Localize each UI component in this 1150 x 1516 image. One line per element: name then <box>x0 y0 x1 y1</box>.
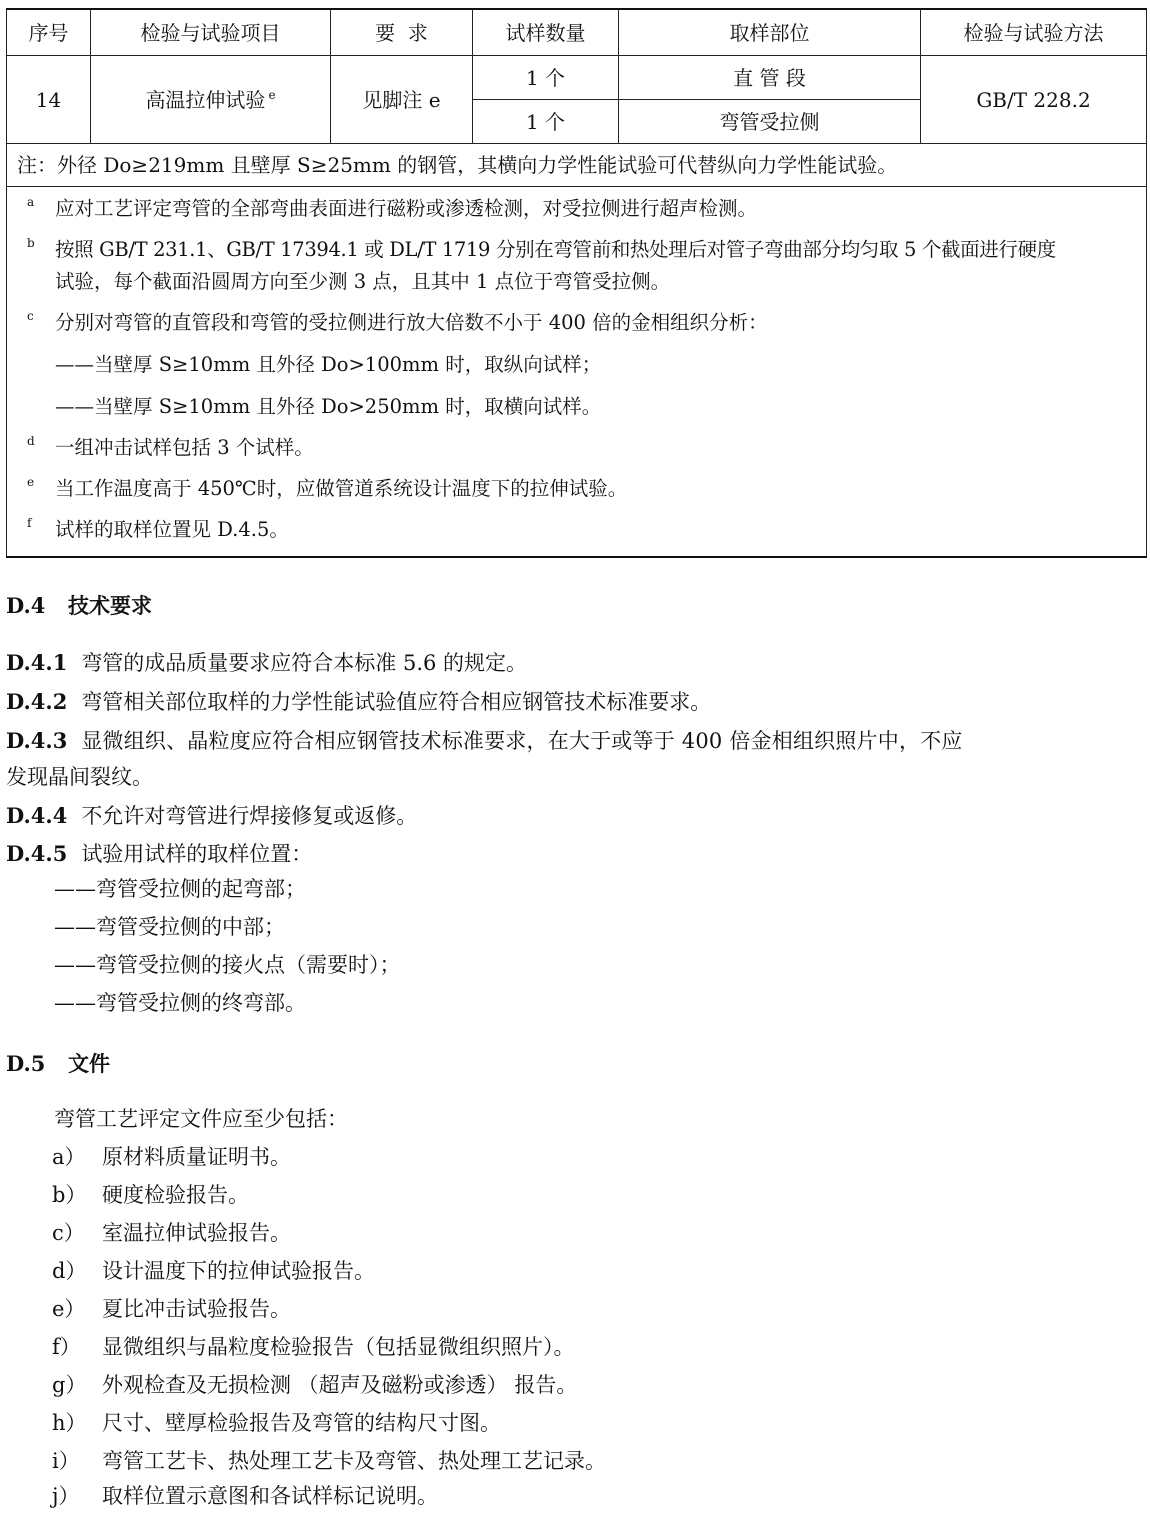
footnote-mark: a <box>27 195 35 209</box>
clause-d4-2 <box>6 684 1144 720</box>
footnote-mark: e <box>27 475 35 489</box>
list-text: 硬度检验报告。 <box>102 1183 249 1207</box>
footnote-text: 一组冲击试样包括 3 个试样。 <box>55 436 314 459</box>
header-cell: 序号 <box>7 9 91 56</box>
list-text: 夏比冲击试验报告。 <box>102 1297 291 1321</box>
row-qty-cell: 1 个 <box>473 100 619 144</box>
list-label: g） <box>52 1373 87 1397</box>
list-text: 外观检查及无损检测 （超声及磁粉或渗透） 报告。 <box>102 1373 578 1397</box>
clause-d4-3-continued <box>6 759 1144 795</box>
clause-text: 发现晶间裂纹。 <box>6 765 153 789</box>
footnote-a <box>27 193 1136 225</box>
table-footnotes <box>7 187 1147 558</box>
clause-d4-3 <box>6 723 1144 759</box>
list-label: c） <box>52 1221 85 1245</box>
clause-d4-4 <box>6 798 1144 834</box>
footnote-text: ——当壁厚 S≥10mm 且外径 Do>100mm 时，取纵向试样； <box>55 353 602 376</box>
d5-list-item <box>52 1253 375 1289</box>
footnote-mark: d <box>27 434 35 448</box>
list-text: 取样位置示意图和各试样标记说明。 <box>102 1484 438 1508</box>
footnote-mark: c <box>27 309 34 323</box>
header-cell: 取样部位 <box>619 9 921 56</box>
d5-list-item <box>52 1215 291 1251</box>
clause-text: 不允许对弯管进行焊接修复或返修。 <box>81 804 418 828</box>
footnote-text: 试验，每个截面沿圆周方向至少测 3 点，且其中 1 点位于弯管受拉侧。 <box>55 270 671 293</box>
d5-list-item <box>52 1405 501 1441</box>
list-label: b） <box>52 1183 87 1207</box>
d5-list-item <box>52 1291 291 1327</box>
footnote-text: 应对工艺评定弯管的全部弯曲表面进行磁粉或渗透检测，对受拉侧进行超声检测。 <box>55 197 758 220</box>
d45-list-item: ——弯管受拉侧的终弯部。 <box>54 991 306 1015</box>
d5-intro: 弯管工艺评定文件应至少包括： <box>54 1107 348 1131</box>
row-qty-cell: 1 个 <box>473 56 619 100</box>
footnote-c <box>27 307 1136 423</box>
list-text: 原材料质量证明书。 <box>102 1145 291 1169</box>
table-header-row <box>7 9 1147 56</box>
clause-text: 试验用试样的取样位置： <box>81 842 313 866</box>
list-text: 室温拉伸试验报告。 <box>102 1221 291 1245</box>
list-label: d） <box>52 1259 87 1283</box>
row-method-cell: GB/T 228.2 <box>921 56 1147 144</box>
table-footnotes-row <box>7 187 1147 558</box>
clause-text: 显微组织、晶粒度应符合相应钢管技术标准要求，在大于或等于 400 倍金相组织照片中，不应 <box>81 729 963 753</box>
clause-text: 弯管的成品质量要求应符合本标准 5.6 的规定。 <box>81 651 528 675</box>
section-number: D.5 <box>6 1051 46 1076</box>
section-title: 技术要求 <box>68 593 152 618</box>
row-number-cell: 14 <box>7 56 91 144</box>
header-cell: 要 求 <box>331 9 473 56</box>
footnote-text: 分别对弯管的直管段和弯管的受拉侧进行放大倍数不小于 400 倍的金相组织分析： <box>55 311 768 334</box>
list-text: 尺寸、壁厚检验报告及弯管的结构尺寸图。 <box>102 1411 501 1435</box>
list-label: f） <box>52 1335 81 1359</box>
table-note-row <box>7 144 1147 187</box>
clause-number: D.4.2 <box>6 689 68 714</box>
footnote-text: 按照 GB/T 231.1、GB/T 17394.1 或 DL/T 1719 分别在弯管前和热处理后对管子弯曲部分均匀取 5 个截面进行硬度 <box>55 238 1056 261</box>
d5-list-item <box>52 1177 249 1213</box>
header-cell: 检验与试验项目 <box>91 9 331 56</box>
list-label: j） <box>52 1484 80 1508</box>
section-heading-d5 <box>6 1048 110 1078</box>
d45-list-item: ——弯管受拉侧的中部； <box>54 915 285 939</box>
row-location-cell: 弯管受拉侧 <box>619 100 921 144</box>
list-label: h） <box>52 1411 87 1435</box>
header-cell: 试样数量 <box>473 9 619 56</box>
table-row <box>7 56 1147 100</box>
header-cell: 检验与试验方法 <box>921 9 1147 56</box>
list-label: i） <box>52 1449 80 1473</box>
footnote-text: 试样的取样位置见 D.4.5。 <box>55 518 289 541</box>
footnote-f <box>27 514 1136 546</box>
row-item-cell <box>91 56 331 144</box>
clause-text: 弯管相关部位取样的力学性能试验值应符合相应钢管技术标准要求。 <box>81 690 712 714</box>
d5-list-item <box>52 1443 606 1479</box>
row-location-cell: 直 管 段 <box>619 56 921 100</box>
row-item-text: 高温拉伸试验 <box>145 87 266 112</box>
footnote-text: 当工作温度高于 450℃时，应做管道系统设计温度下的拉伸试验。 <box>55 477 628 500</box>
row-requirement-cell: 见脚注 e <box>331 56 473 144</box>
d5-list-item <box>52 1329 575 1365</box>
clause-number: D.4.5 <box>6 841 68 866</box>
clause-number: D.4.3 <box>6 728 68 753</box>
inspection-table <box>6 8 1147 558</box>
footnote-text: ——当壁厚 S≥10mm 且外径 Do>250mm 时，取横向试样。 <box>55 395 602 418</box>
footnote-b <box>27 234 1136 298</box>
d45-list-item: ——弯管受拉侧的接火点（需要时）； <box>54 953 401 977</box>
list-label: a） <box>52 1145 86 1169</box>
clause-number: D.4.1 <box>6 650 68 675</box>
section-title: 文件 <box>68 1051 110 1076</box>
d5-list-item <box>52 1478 438 1514</box>
d45-list-item: ——弯管受拉侧的起弯部； <box>54 877 306 901</box>
section-number: D.4 <box>6 593 46 618</box>
table-note: 注：外径 Do≥219mm 且壁厚 S≥25mm 的钢管，其横向力学性能试验可代替纵向力学性能试验。 <box>7 144 1147 187</box>
list-text: 显微组织与晶粒度检验报告（包括显微组织照片）。 <box>102 1335 575 1359</box>
clause-number: D.4.4 <box>6 803 68 828</box>
list-text: 设计温度下的拉伸试验报告。 <box>102 1259 375 1283</box>
d5-list-item <box>52 1139 291 1175</box>
footnote-d <box>27 432 1136 464</box>
section-heading-d4 <box>6 590 152 620</box>
list-label: e） <box>52 1297 86 1321</box>
clause-d4-1 <box>6 645 1144 681</box>
d5-list-item <box>52 1367 577 1403</box>
row-item-footnote-mark: e <box>268 87 276 102</box>
clause-d4-5 <box>6 836 1144 872</box>
footnote-e <box>27 473 1136 505</box>
footnote-mark: b <box>27 236 35 250</box>
list-text: 弯管工艺卡、热处理工艺卡及弯管、热处理工艺记录。 <box>102 1449 606 1473</box>
footnote-mark: f <box>27 516 32 530</box>
